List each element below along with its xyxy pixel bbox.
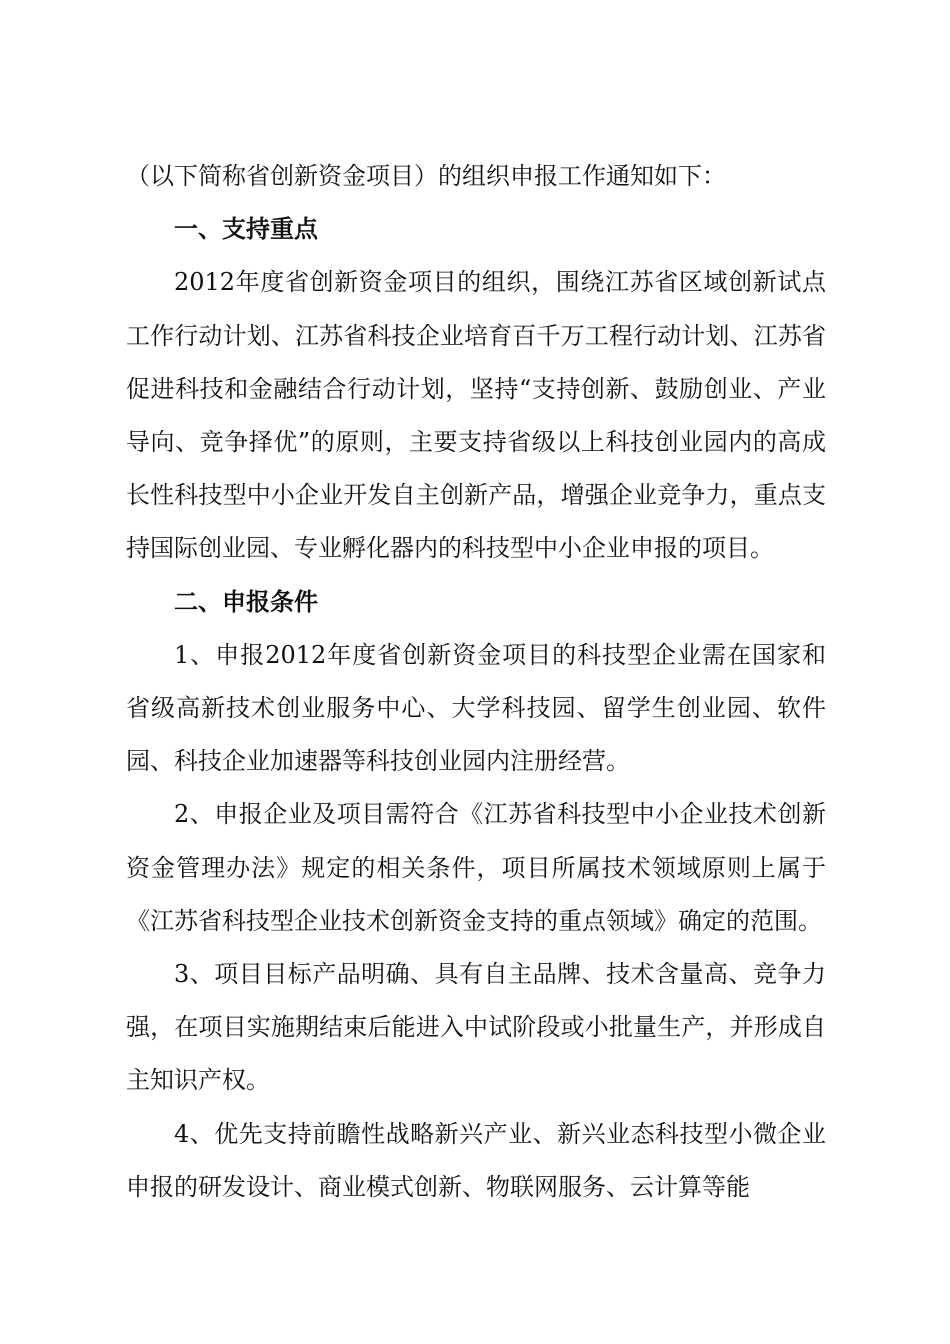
section-heading-support-focus: 一、支持重点 [174,215,318,244]
condition-item-2: 2、申报企业及项目需符合《江苏省科技型中小企业技术创新资金管理办法》规定的相关条件，项目所属技术领域原则上属于《江苏省科技型企业技术创新资金支持的重点领域》确定的范围。 [126,800,826,935]
section-heading-application-conditions: 二、申报条件 [174,587,318,616]
intro-line: （以下简称省创新资金项目）的组织申报工作通知如下： [126,162,726,190]
document-body [126,150,826,1214]
support-focus-paragraph: 2012年度省创新资金项目的组织，围绕江苏省区域创新试点工作行动计划、江苏省科技企业培育百千万工程行动计划、江苏省促进科技和金融结合行动计划，坚持“支持创新、鼓励创业、产业导向、竞争择优”的原则，主要支持省级以上科技创业园内的高成长性科技型中小企业开发自主创新产品，增强企业竞争力，重点支持国际创业园、专业孵化器内的科技型中小企业申报的项目。 [126,268,826,563]
condition-item-1: 1、申报2012年度省创新资金项目的科技型企业需在国家和省级高新技术创业服务中心、大学科技园、留学生创业园、软件园、科技企业加速器等科技创业园内注册经营。 [126,640,826,776]
condition-item-3: 3、项目目标产品明确、具有自主品牌、技术含量高、竞争力强，在项目实施期结束后能进入中试阶段或小批量生产，并形成自主知识产权。 [126,960,826,1095]
condition-item-4: 4、优先支持前瞻性战略新兴产业、新兴业态科技型小微企业申报的研发设计、商业模式创新、物联网服务、云计算等能 [126,1119,826,1201]
